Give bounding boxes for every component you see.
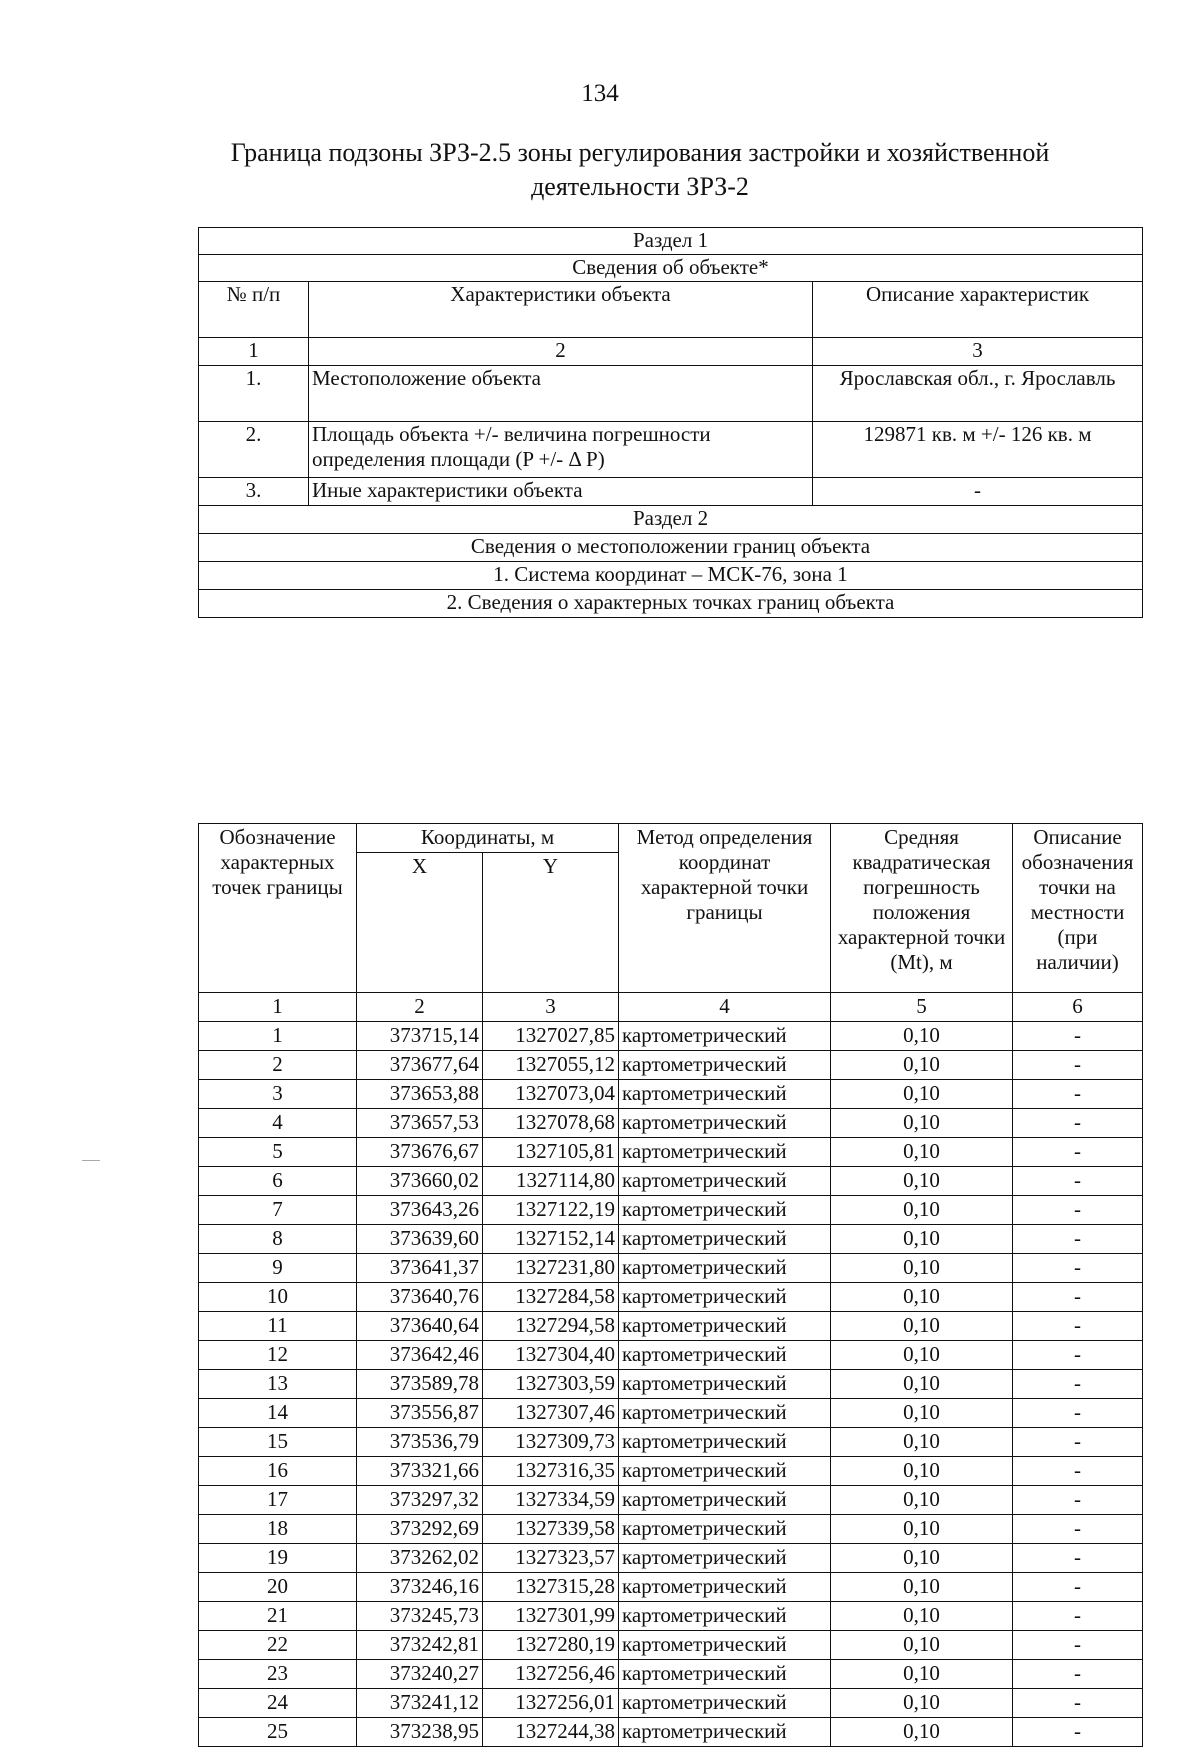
coord-x: 373262,02 xyxy=(357,1544,483,1573)
coord-x: 373715,14 xyxy=(357,1022,483,1051)
description: - xyxy=(1013,1428,1143,1457)
error: 0,10 xyxy=(831,1225,1013,1254)
method: картометрический xyxy=(619,1399,831,1428)
method: картометрический xyxy=(619,1341,831,1370)
table-row xyxy=(199,1051,1143,1080)
method: картометрический xyxy=(619,1196,831,1225)
error: 0,10 xyxy=(831,1544,1013,1573)
table-row xyxy=(199,1660,1143,1689)
error: 0,10 xyxy=(831,1196,1013,1225)
coord-y: 1327307,46 xyxy=(483,1399,619,1428)
coord-x: 373238,95 xyxy=(357,1718,483,1747)
table-row xyxy=(199,1167,1143,1196)
coord-y: 1327122,19 xyxy=(483,1196,619,1225)
coord-x: 373640,76 xyxy=(357,1283,483,1312)
table-row xyxy=(199,1022,1143,1051)
table-row xyxy=(199,1689,1143,1718)
point-id: 22 xyxy=(199,1631,357,1660)
method: картометрический xyxy=(619,1225,831,1254)
coord-y: 1327055,12 xyxy=(483,1051,619,1080)
description: - xyxy=(1013,1022,1143,1051)
coord-x: 373639,60 xyxy=(357,1225,483,1254)
coord-x: 373321,66 xyxy=(357,1457,483,1486)
method: картометрический xyxy=(619,1138,831,1167)
col-number: 3 xyxy=(813,338,1143,366)
coord-y: 1327334,59 xyxy=(483,1486,619,1515)
coord-y: 1327323,57 xyxy=(483,1544,619,1573)
section2-heading: Раздел 2 xyxy=(199,506,1143,534)
col-header-method: Метод определения координат характерной точки границы xyxy=(619,824,831,993)
error: 0,10 xyxy=(831,1573,1013,1602)
coord-y: 1327316,35 xyxy=(483,1457,619,1486)
coord-x: 373640,64 xyxy=(357,1312,483,1341)
description: - xyxy=(1013,1602,1143,1631)
point-id: 6 xyxy=(199,1167,357,1196)
method: картометрический xyxy=(619,1602,831,1631)
table-row xyxy=(199,1341,1143,1370)
point-id: 4 xyxy=(199,1109,357,1138)
col-number: 5 xyxy=(831,993,1013,1022)
method: картометрический xyxy=(619,1022,831,1051)
coord-x: 373536,79 xyxy=(357,1428,483,1457)
table-row xyxy=(199,366,1143,422)
title-line-1: Граница подзоны ЗРЗ-2.5 зоны регулирования застройки и хозяйственной xyxy=(230,138,1050,167)
table-row xyxy=(199,1428,1143,1457)
table-row xyxy=(199,1457,1143,1486)
table-row xyxy=(199,1573,1143,1602)
method: картометрический xyxy=(619,1544,831,1573)
col-number: 1 xyxy=(199,338,309,366)
method: картометрический xyxy=(619,1283,831,1312)
error: 0,10 xyxy=(831,1109,1013,1138)
point-id: 16 xyxy=(199,1457,357,1486)
row-value: 129871 кв. м +/- 126 кв. м xyxy=(813,422,1143,478)
col-header-description: Описание обозначения точки на местности (при наличии) xyxy=(1013,824,1143,993)
coord-y: 1327244,38 xyxy=(483,1718,619,1747)
coord-x: 373241,12 xyxy=(357,1689,483,1718)
table-row xyxy=(199,1515,1143,1544)
table-row xyxy=(199,422,1143,478)
col-header-y: Y xyxy=(483,853,619,993)
description: - xyxy=(1013,1341,1143,1370)
coord-y: 1327309,73 xyxy=(483,1428,619,1457)
point-id: 11 xyxy=(199,1312,357,1341)
document-title xyxy=(180,136,1100,204)
point-id: 17 xyxy=(199,1486,357,1515)
table-row xyxy=(199,1718,1143,1747)
coord-x: 373292,69 xyxy=(357,1515,483,1544)
coord-y: 1327301,99 xyxy=(483,1602,619,1631)
point-id: 2 xyxy=(199,1051,357,1080)
point-id: 10 xyxy=(199,1283,357,1312)
col-header-num: № п/п xyxy=(199,282,309,338)
description: - xyxy=(1013,1109,1143,1138)
table-row xyxy=(199,1283,1143,1312)
section1-heading: Раздел 1 xyxy=(199,228,1143,255)
coord-y: 1327073,04 xyxy=(483,1080,619,1109)
error: 0,10 xyxy=(831,1515,1013,1544)
description: - xyxy=(1013,1080,1143,1109)
error: 0,10 xyxy=(831,1399,1013,1428)
col-number: 6 xyxy=(1013,993,1143,1022)
col-header-coords: Координаты, м xyxy=(357,824,619,853)
point-id: 3 xyxy=(199,1080,357,1109)
method: картометрический xyxy=(619,1428,831,1457)
coord-y: 1327256,46 xyxy=(483,1660,619,1689)
description: - xyxy=(1013,1631,1143,1660)
col-header-x: X xyxy=(357,853,483,993)
coord-x: 373660,02 xyxy=(357,1167,483,1196)
error: 0,10 xyxy=(831,1718,1013,1747)
row-num: 3. xyxy=(199,478,309,506)
description: - xyxy=(1013,1225,1143,1254)
coord-x: 373242,81 xyxy=(357,1631,483,1660)
coord-y: 1327078,68 xyxy=(483,1109,619,1138)
point-id: 21 xyxy=(199,1602,357,1631)
method: картометрический xyxy=(619,1254,831,1283)
table-row xyxy=(199,1138,1143,1167)
point-id: 19 xyxy=(199,1544,357,1573)
point-id: 14 xyxy=(199,1399,357,1428)
table-row xyxy=(199,1602,1143,1631)
error: 0,10 xyxy=(831,1283,1013,1312)
col-number: 4 xyxy=(619,993,831,1022)
coord-y: 1327280,19 xyxy=(483,1631,619,1660)
table-row xyxy=(199,1370,1143,1399)
section1-table xyxy=(198,227,1143,618)
description: - xyxy=(1013,1312,1143,1341)
row-name: Местоположение объекта xyxy=(309,366,813,422)
description: - xyxy=(1013,1254,1143,1283)
coord-x: 373657,53 xyxy=(357,1109,483,1138)
method: картометрический xyxy=(619,1631,831,1660)
row-name: Иные характеристики объекта xyxy=(309,478,813,506)
table-row xyxy=(199,478,1143,506)
error: 0,10 xyxy=(831,1660,1013,1689)
coord-x: 373643,26 xyxy=(357,1196,483,1225)
coord-x: 373589,78 xyxy=(357,1370,483,1399)
method: картометрический xyxy=(619,1515,831,1544)
coord-y: 1327231,80 xyxy=(483,1254,619,1283)
table-row xyxy=(199,1109,1143,1138)
coord-x: 373677,64 xyxy=(357,1051,483,1080)
table-row xyxy=(199,1080,1143,1109)
point-id: 20 xyxy=(199,1573,357,1602)
description: - xyxy=(1013,1457,1143,1486)
description: - xyxy=(1013,1660,1143,1689)
col-number: 2 xyxy=(309,338,813,366)
table-row xyxy=(199,1196,1143,1225)
point-id: 12 xyxy=(199,1341,357,1370)
description: - xyxy=(1013,1573,1143,1602)
section2-subheading: Сведения о местоположении границ объекта xyxy=(199,534,1143,562)
method: картометрический xyxy=(619,1167,831,1196)
point-id: 18 xyxy=(199,1515,357,1544)
error: 0,10 xyxy=(831,1602,1013,1631)
col-header-point: Обозначение характерных точек границы xyxy=(199,824,357,993)
points-table xyxy=(198,823,1143,1747)
description: - xyxy=(1013,1370,1143,1399)
coord-y: 1327294,58 xyxy=(483,1312,619,1341)
point-id: 13 xyxy=(199,1370,357,1399)
coord-y: 1327284,58 xyxy=(483,1283,619,1312)
description: - xyxy=(1013,1399,1143,1428)
description: - xyxy=(1013,1718,1143,1747)
coord-y: 1327303,59 xyxy=(483,1370,619,1399)
error: 0,10 xyxy=(831,1631,1013,1660)
error: 0,10 xyxy=(831,1022,1013,1051)
coord-y: 1327114,80 xyxy=(483,1167,619,1196)
table-row xyxy=(199,1225,1143,1254)
point-id: 24 xyxy=(199,1689,357,1718)
col-number: 3 xyxy=(483,993,619,1022)
description: - xyxy=(1013,1196,1143,1225)
point-id: 8 xyxy=(199,1225,357,1254)
coord-x: 373246,16 xyxy=(357,1573,483,1602)
description: - xyxy=(1013,1515,1143,1544)
method: картометрический xyxy=(619,1457,831,1486)
method: картометрический xyxy=(619,1051,831,1080)
point-id: 9 xyxy=(199,1254,357,1283)
error: 0,10 xyxy=(831,1312,1013,1341)
method: картометрический xyxy=(619,1486,831,1515)
error: 0,10 xyxy=(831,1370,1013,1399)
description: - xyxy=(1013,1283,1143,1312)
method: картометрический xyxy=(619,1080,831,1109)
coord-x: 373642,46 xyxy=(357,1341,483,1370)
method: картометрический xyxy=(619,1109,831,1138)
col-header-characteristics: Характеристики объекта xyxy=(309,282,813,338)
table-row xyxy=(199,1254,1143,1283)
section1-subheading: Сведения об объекте* xyxy=(199,255,1143,282)
col-number: 2 xyxy=(357,993,483,1022)
table-row xyxy=(199,1312,1143,1341)
coord-y: 1327152,14 xyxy=(483,1225,619,1254)
row-value: Ярославская обл., г. Ярославль xyxy=(813,366,1143,422)
error: 0,10 xyxy=(831,1080,1013,1109)
method: картометрический xyxy=(619,1660,831,1689)
error: 0,10 xyxy=(831,1341,1013,1370)
col-number-row xyxy=(199,993,1143,1022)
coord-x: 373240,27 xyxy=(357,1660,483,1689)
coord-x: 373297,32 xyxy=(357,1486,483,1515)
coord-x: 373641,37 xyxy=(357,1254,483,1283)
title-line-2: деятельности ЗРЗ-2 xyxy=(531,172,749,201)
method: картометрический xyxy=(619,1689,831,1718)
point-id: 25 xyxy=(199,1718,357,1747)
page-number: 134 xyxy=(581,80,619,107)
table-row xyxy=(199,1544,1143,1573)
error: 0,10 xyxy=(831,1457,1013,1486)
table-row xyxy=(199,1399,1143,1428)
method: картометрический xyxy=(619,1573,831,1602)
coord-x: 373556,87 xyxy=(357,1399,483,1428)
description: - xyxy=(1013,1689,1143,1718)
method: картометрический xyxy=(619,1370,831,1399)
error: 0,10 xyxy=(831,1167,1013,1196)
col-header-description: Описание характеристик xyxy=(813,282,1143,338)
coord-y: 1327339,58 xyxy=(483,1515,619,1544)
point-id: 5 xyxy=(199,1138,357,1167)
point-id: 23 xyxy=(199,1660,357,1689)
row-name: Площадь объекта +/- величина погрешности определения площади (P +/- Δ P) xyxy=(309,422,813,478)
coord-y: 1327256,01 xyxy=(483,1689,619,1718)
error: 0,10 xyxy=(831,1138,1013,1167)
description: - xyxy=(1013,1486,1143,1515)
coord-x: 373676,67 xyxy=(357,1138,483,1167)
description: - xyxy=(1013,1051,1143,1080)
description: - xyxy=(1013,1544,1143,1573)
description: - xyxy=(1013,1167,1143,1196)
method: картометрический xyxy=(619,1718,831,1747)
col-header-error: Средняя квадратическая погрешность положения характерной точки (Mt), м xyxy=(831,824,1013,993)
error: 0,10 xyxy=(831,1486,1013,1515)
row-num: 2. xyxy=(199,422,309,478)
coord-y: 1327304,40 xyxy=(483,1341,619,1370)
coord-y: 1327105,81 xyxy=(483,1138,619,1167)
col-number: 1 xyxy=(199,993,357,1022)
points-caption: 2. Сведения о характерных точках границ объекта xyxy=(199,590,1143,618)
table-row xyxy=(199,1631,1143,1660)
error: 0,10 xyxy=(831,1689,1013,1718)
point-id: 1 xyxy=(199,1022,357,1051)
coord-y: 1327315,28 xyxy=(483,1573,619,1602)
scan-mark xyxy=(82,1160,100,1161)
error: 0,10 xyxy=(831,1051,1013,1080)
coord-x: 373245,73 xyxy=(357,1602,483,1631)
row-value: - xyxy=(813,478,1143,506)
coord-y: 1327027,85 xyxy=(483,1022,619,1051)
error: 0,10 xyxy=(831,1428,1013,1457)
method: картометрический xyxy=(619,1312,831,1341)
point-id: 15 xyxy=(199,1428,357,1457)
coordinate-system: 1. Система координат – МСК-76, зона 1 xyxy=(199,562,1143,590)
description: - xyxy=(1013,1138,1143,1167)
coord-x: 373653,88 xyxy=(357,1080,483,1109)
point-id: 7 xyxy=(199,1196,357,1225)
table-row xyxy=(199,1486,1143,1515)
error: 0,10 xyxy=(831,1254,1013,1283)
row-num: 1. xyxy=(199,366,309,422)
